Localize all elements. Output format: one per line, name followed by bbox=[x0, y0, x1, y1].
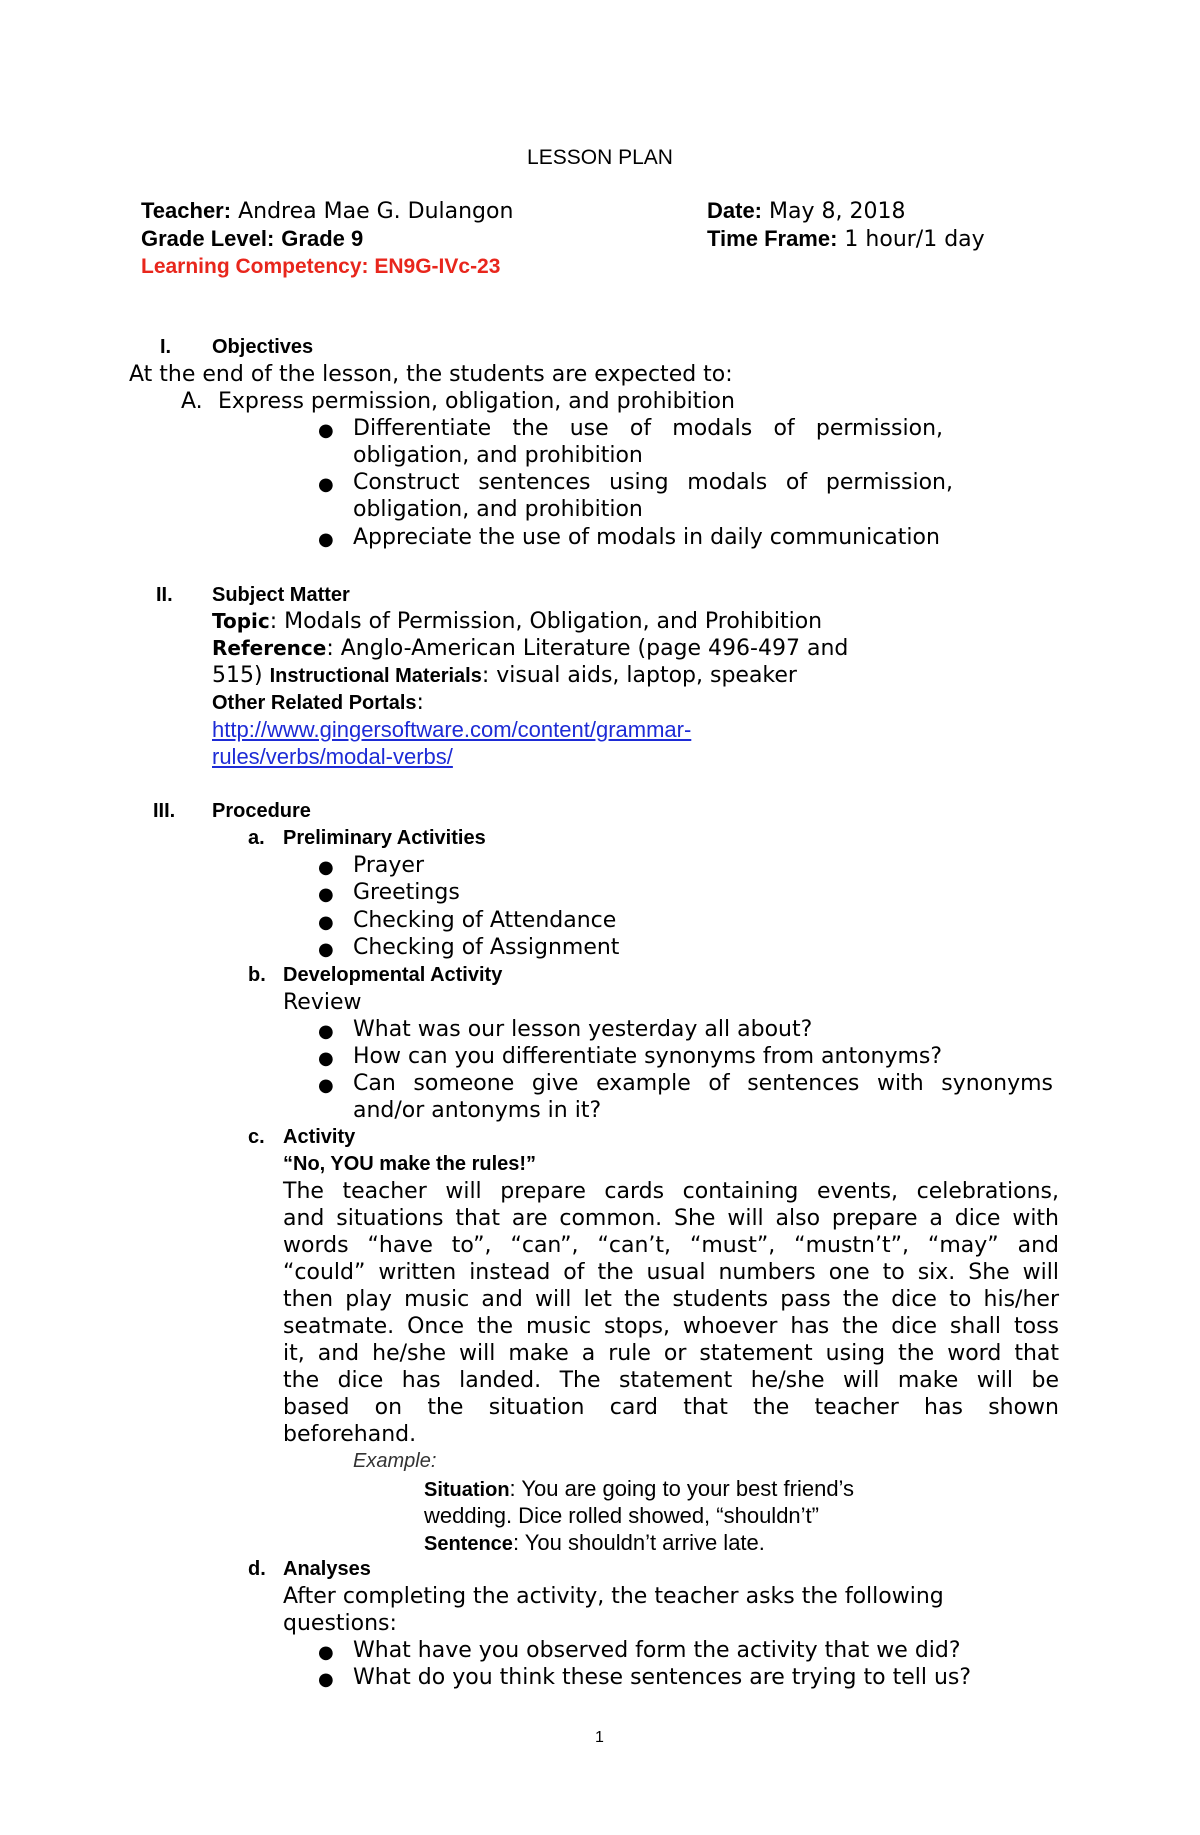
bullet-icon: ● bbox=[318, 1075, 334, 1096]
preliminary-item: Checking of Attendance bbox=[353, 908, 617, 933]
activity-paragraph-line: and situations that are common. She will also prepare a dice with bbox=[283, 1206, 1059, 1231]
objective-a-text: Express permission, obligation, and prohibition bbox=[218, 389, 735, 414]
time-frame-value: 1 hour/1 day bbox=[844, 227, 985, 252]
objective-bullet-1-line1: Differentiate the use of modals of permission, bbox=[353, 416, 943, 441]
bullet-icon: ● bbox=[318, 1642, 334, 1663]
bullet-icon: ● bbox=[318, 939, 334, 960]
bullet-icon: ● bbox=[318, 529, 334, 550]
activity-paragraph-line: The teacher will prepare cards containing events, celebrations, bbox=[283, 1179, 1059, 1204]
teacher-value: Andrea Mae G. Dulangon bbox=[238, 199, 514, 224]
time-frame-line bbox=[707, 225, 985, 254]
analyses-intro-line1: After completing the activity, the teacher asks the following bbox=[283, 1584, 944, 1609]
portals-colon: : bbox=[416, 690, 424, 715]
preliminary-item: Checking of Assignment bbox=[353, 935, 620, 960]
learning-competency: Learning Competency: EN9G-IVc-23 bbox=[141, 255, 501, 278]
bullet-icon: ● bbox=[318, 1669, 334, 1690]
bullet-icon: ● bbox=[318, 474, 334, 495]
bullet-icon: ● bbox=[318, 884, 334, 905]
activity-paragraph-line: beforehand. bbox=[283, 1422, 417, 1447]
activity-paragraph-line: then play music and will let the students pass the dice to his/her bbox=[283, 1287, 1059, 1312]
situation-label: Situation bbox=[424, 1479, 510, 1501]
objective-bullet-2-line2: obligation, and prohibition bbox=[353, 497, 643, 522]
example-label: Example: bbox=[353, 1450, 437, 1472]
portals-label: Other Related Portals bbox=[212, 692, 417, 714]
section-heading-objectives: Objectives bbox=[212, 336, 314, 358]
topic-line bbox=[212, 608, 822, 636]
section-number-objectives: I. bbox=[160, 336, 172, 358]
activity-paragraph-line: seatmate. Once the music stops, whoever has the dice shall toss bbox=[283, 1314, 1059, 1339]
activity-paragraph-line: it, and he/she will make a rule or statement using the word that bbox=[283, 1341, 1059, 1366]
situation-line2: wedding. Dice rolled showed, “shouldn’t” bbox=[424, 1503, 819, 1528]
procedure-letter-d: d. bbox=[248, 1558, 266, 1580]
preliminary-item: Prayer bbox=[353, 853, 425, 878]
section-number-procedure: III. bbox=[153, 800, 176, 822]
grade-value: Grade 9 bbox=[281, 226, 364, 251]
section-heading-procedure: Procedure bbox=[212, 800, 311, 822]
objective-bullet-3: Appreciate the use of modals in daily communication bbox=[353, 525, 940, 550]
sentence-text: : You shouldn’t arrive late. bbox=[512, 1530, 765, 1555]
date-value: May 8, 2018 bbox=[769, 199, 906, 224]
bullet-icon: ● bbox=[318, 857, 334, 878]
reference-line bbox=[212, 635, 848, 663]
date-line bbox=[707, 197, 905, 226]
bullet-icon: ● bbox=[318, 1048, 334, 1069]
topic-label: Topic bbox=[212, 609, 270, 633]
analyses-question: What do you think these sentences are trying to tell us? bbox=[353, 1665, 972, 1690]
reference-value: : Anglo-American Literature (page 496-497 and bbox=[326, 636, 849, 661]
analyses-intro-line2: questions: bbox=[283, 1611, 397, 1636]
procedure-letter-b: b. bbox=[248, 964, 266, 986]
bullet-icon: ● bbox=[318, 1021, 334, 1042]
developmental-activity-heading: Developmental Activity bbox=[283, 964, 503, 986]
section-number-subject: II. bbox=[156, 584, 173, 606]
page-title: LESSON PLAN bbox=[527, 146, 673, 169]
review-question: What was our lesson yesterday all about? bbox=[353, 1017, 813, 1042]
bullet-icon: ● bbox=[318, 912, 334, 933]
activity-paragraph-line: “could” written instead of the usual numbers one to six. She will bbox=[283, 1260, 1059, 1285]
procedure-letter-c: c. bbox=[248, 1126, 265, 1148]
activity-paragraph-line: words “have to”, “can”, “can’t, “must”, “mustn’t”, “may” and bbox=[283, 1233, 1059, 1258]
date-label: Date: bbox=[707, 198, 763, 223]
sentence-line bbox=[424, 1529, 765, 1559]
portals-line bbox=[212, 689, 424, 718]
bullet-icon: ● bbox=[318, 420, 334, 441]
page-number: 1 bbox=[595, 1729, 604, 1746]
review-question-line1: Can someone give example of sentences with synonyms bbox=[353, 1071, 1053, 1096]
reference-link-line1[interactable]: http://www.gingersoftware.com/content/grammar- bbox=[212, 717, 692, 742]
reference-value-cont: 515) bbox=[212, 663, 263, 688]
objective-bullet-1-line2: obligation, and prohibition bbox=[353, 443, 643, 468]
time-frame-label: Time Frame: bbox=[707, 226, 838, 251]
objective-letter-a: A. bbox=[181, 389, 203, 414]
materials-line bbox=[212, 662, 797, 691]
activity-paragraph-line: based on the situation card that the teacher has shown bbox=[283, 1395, 1059, 1420]
review-label: Review bbox=[283, 990, 362, 1015]
topic-value: : Modals of Permission, Obligation, and Prohibition bbox=[269, 609, 823, 634]
grade-label: Grade Level: bbox=[141, 226, 275, 251]
reference-label: Reference bbox=[212, 636, 327, 660]
situation-text: : You are going to your best friend’s bbox=[509, 1476, 855, 1501]
review-question: How can you differentiate synonyms from antonyms? bbox=[353, 1044, 943, 1069]
sentence-label: Sentence bbox=[424, 1533, 513, 1555]
analyses-question: What have you observed form the activity that we did? bbox=[353, 1638, 961, 1663]
materials-label: Instructional Materials bbox=[269, 665, 482, 687]
teacher-label: Teacher: bbox=[141, 198, 232, 223]
objective-bullet-2-line1: Construct sentences using modals of permission, bbox=[353, 470, 953, 495]
analyses-heading: Analyses bbox=[283, 1558, 371, 1580]
activity-heading: Activity bbox=[283, 1126, 356, 1148]
section-heading-subject: Subject Matter bbox=[212, 584, 350, 606]
activity-title: “No, YOU make the rules!” bbox=[283, 1153, 537, 1175]
procedure-letter-a: a. bbox=[248, 827, 265, 849]
materials-value: : visual aids, laptop, speaker bbox=[481, 663, 797, 688]
teacher-line bbox=[141, 197, 513, 226]
reference-link-line2[interactable]: rules/verbs/modal-verbs/ bbox=[212, 744, 453, 769]
activity-paragraph-line: the dice has landed. The statement he/she will make will be bbox=[283, 1368, 1059, 1393]
grade-line bbox=[141, 225, 363, 254]
preliminary-item: Greetings bbox=[353, 880, 460, 905]
review-question-line2: and/or antonyms in it? bbox=[353, 1098, 602, 1123]
objectives-intro: At the end of the lesson, the students are expected to: bbox=[129, 362, 733, 387]
preliminary-activities-heading: Preliminary Activities bbox=[283, 827, 486, 849]
situation-line1 bbox=[424, 1475, 854, 1505]
